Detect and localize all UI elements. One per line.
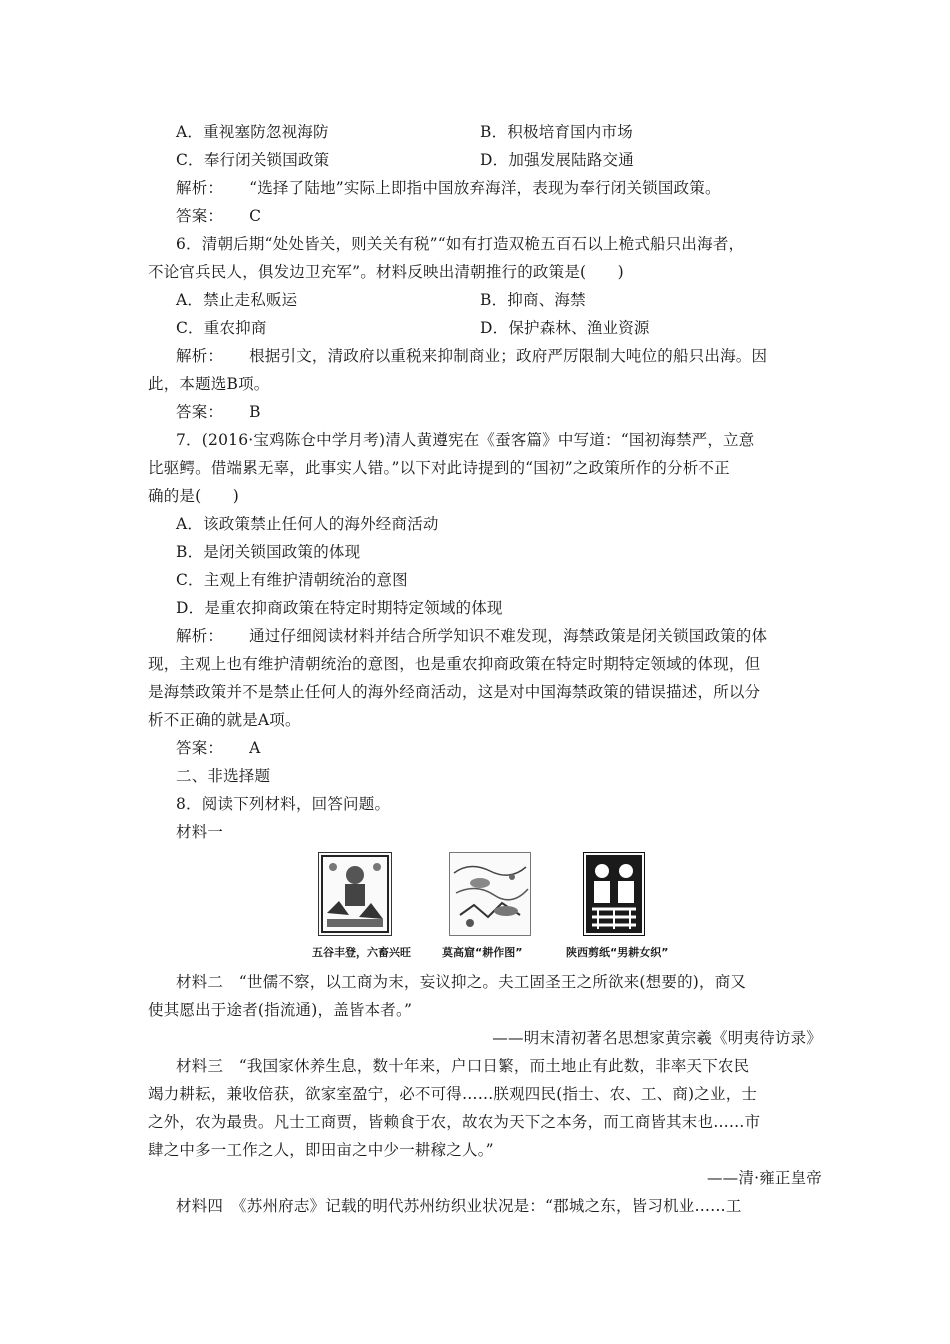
woodcut-harvest-image — [318, 852, 392, 936]
q6-stem-line1: 6．清朝后期“处处皆关，则关关有税”“如有打造双桅五百石以上桅式船只出海者， — [176, 235, 745, 253]
material-1-label: 材料一 — [176, 823, 224, 841]
q6-answer-label: 答案： — [176, 403, 224, 421]
q8-stem: 8．阅读下列材料，回答问题。 — [176, 795, 391, 813]
q7-analysis-line2: 现，主观上也有维护清朝统治的意图，也是重农抑商政策在特定时期特定领域的体现，但 — [148, 655, 761, 673]
q6-analysis — [176, 346, 767, 366]
q7-answer — [176, 738, 261, 758]
q6-option-d: D．保护森林、渔业资源 — [480, 319, 650, 337]
q7-analysis-label: 解析： — [176, 627, 224, 645]
q5-answer-value: C — [249, 207, 262, 225]
material-3-line4: 肆之中多一工作之人，即田亩之中少一耕稼之人。” — [148, 1141, 494, 1159]
q7-analysis-line4: 析不正确的就是A项。 — [148, 711, 301, 729]
q6-analysis-label: 解析： — [176, 347, 224, 365]
caption-harvest: 五谷丰登，六畜兴旺 — [312, 946, 411, 959]
q7-analysis-line3: 是海禁政策并不是禁止任何人的海外经商活动，这是对中国海禁政策的错误描述，所以分 — [148, 683, 761, 701]
material-2-source: ——明末清初著名思想家黄宗羲《明夷待访录》 — [492, 1029, 822, 1047]
material-2-line1: 材料二 “世儒不察，以工商为末，妄议抑之。夫工固圣王之所欲来(想要的)，商又 — [176, 973, 747, 991]
mogao-farming-image — [449, 852, 531, 936]
q7-stem-line1: 7．(2016·宝鸡陈仓中学月考)清人黄遵宪在《蚕客篇》中写道：“国初海禁严，立意 — [176, 431, 755, 449]
q5-analysis-text: “选择了陆地”实际上即指中国放弃海洋，表现为奉行闭关锁国政策。 — [249, 179, 721, 197]
q6-answer-value: B — [249, 403, 261, 421]
q5-analysis-label: 解析： — [176, 179, 224, 197]
q7-option-d: D．是重农抑商政策在特定时期特定领域的体现 — [176, 599, 503, 617]
q7-answer-value: A — [249, 739, 261, 757]
caption-mogao: 莫高窟“耕作图” — [442, 946, 523, 959]
caption-papercut: 陕西剪纸“男耕女织” — [566, 946, 669, 959]
q6-stem-line2: 不论官兵民人，俱发边卫充军”。材料反映出清朝推行的政策是( ) — [148, 263, 624, 281]
q6-analysis-line2: 此，本题选B项。 — [148, 375, 270, 393]
section-heading: 二、非选择题 — [176, 767, 271, 785]
material-3-line1: 材料三 “我国家休养生息，数十年来，户口日繁，而土地止有此数，非率天下农民 — [176, 1057, 750, 1075]
material-3-source: ——清·雍正皇帝 — [706, 1169, 822, 1187]
q7-stem-line2: 比驱鳄。借端累无辜，此事实人错。”以下对此诗提到的“国初”之政策所作的分析不正 — [148, 459, 730, 477]
q6-answer — [176, 402, 261, 422]
material-3-line3: 之外，农为最贵。凡士工商贾，皆赖食于农，故农为天下之本务，而工商皆其末也……市 — [148, 1113, 761, 1131]
q5-analysis — [176, 178, 721, 198]
q5-option-d: D．加强发展陆路交通 — [480, 151, 634, 169]
q5-answer-label: 答案： — [176, 207, 224, 225]
material-3-line2: 竭力耕耘，兼收倍获，欲家室盈宁，必不可得……朕观四民(指士、农、工、商)之业，士 — [148, 1085, 758, 1103]
q6-analysis-text: 根据引文，清政府以重税来抑制商业；政府严厉限制大吨位的船只出海。因 — [249, 347, 768, 365]
q6-option-c: C．重农抑商 — [176, 319, 267, 337]
q5-option-a: A．重视塞防忽视海防 — [176, 123, 329, 141]
q7-answer-label: 答案： — [176, 739, 224, 757]
q5-option-c: C．奉行闭关锁国政策 — [176, 151, 330, 169]
q5-option-b: B．积极培育国内市场 — [480, 123, 633, 141]
q7-analysis — [176, 626, 767, 646]
q6-option-b: B．抑商、海禁 — [480, 291, 586, 309]
q7-option-b: B．是闭关锁国政策的体现 — [176, 543, 361, 561]
q5-answer — [176, 206, 261, 226]
q7-analysis-text: 通过仔细阅读材料并结合所学知识不难发现，海禁政策是闭关锁国政策的体 — [249, 627, 768, 645]
q7-option-c: C．主观上有维护清朝统治的意图 — [176, 571, 408, 589]
papercut-image — [583, 852, 645, 936]
q7-stem-line3: 确的是( ) — [148, 487, 239, 505]
q7-option-a: A．该政策禁止任何人的海外经商活动 — [176, 515, 439, 533]
material-2-line2: 使其愿出于途者(指流通)，盖皆本者。” — [148, 1001, 413, 1019]
material-4-line1: 材料四 《苏州府志》记载的明代苏州纺织业状况是：“郡城之东，皆习机业……工 — [176, 1197, 742, 1215]
q6-option-a: A．禁止走私贩运 — [176, 291, 298, 309]
